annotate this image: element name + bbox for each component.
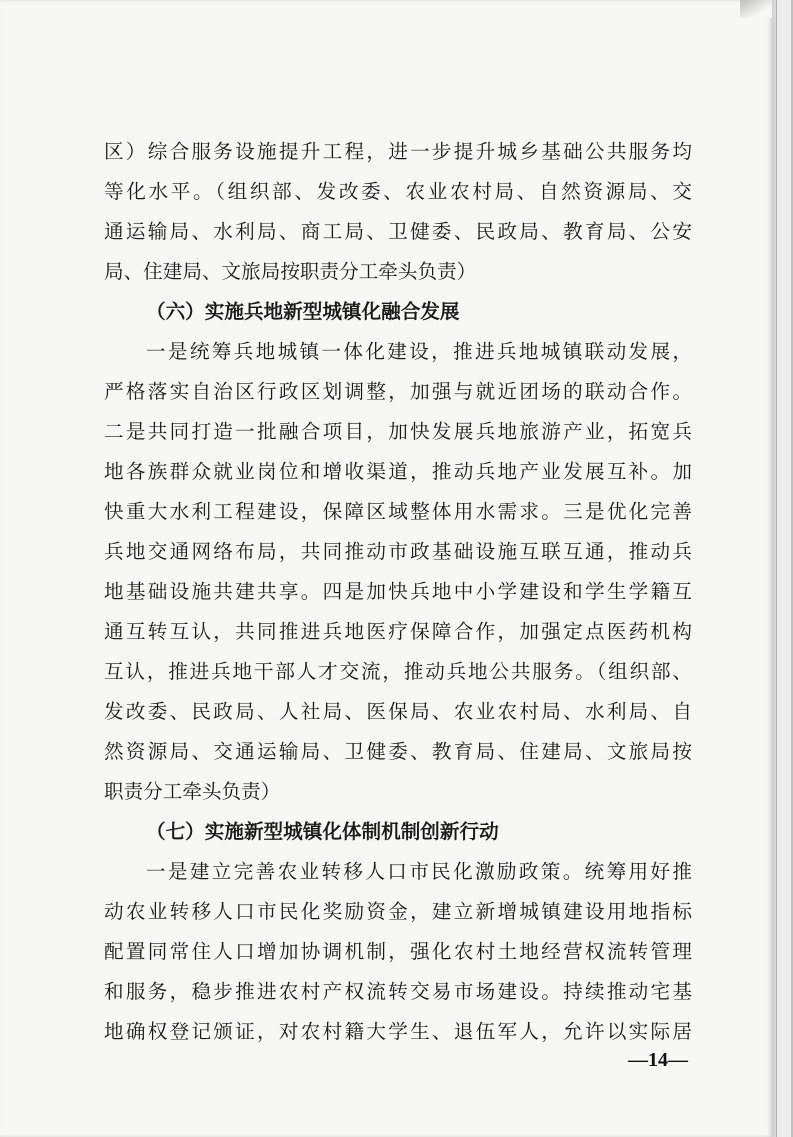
text-line: 严格落实自治区行政区划调整，加强与就近团场的联动合作。 <box>104 380 692 403</box>
text-line: 等化水平。（组织部、发改委、农业农村局、自然资源局、交 <box>104 180 692 203</box>
section-heading-6: （六）实施兵地新型城镇化融合发展 <box>146 300 460 323</box>
text-line: 配置同常住人口增加协调机制，强化农村土地经营权流转管理 <box>104 940 692 963</box>
text-line: 通运输局、水利局、商工局、卫健委、民政局、教育局、公安 <box>104 220 692 243</box>
text-line: 地基础设施共建共享。四是加快兵地中小学建设和学生学籍互 <box>104 580 692 603</box>
text-line: 地各族群众就业岗位和增收渠道，推动兵地产业发展互补。加 <box>104 460 692 483</box>
text-line: 兵地交通网络布局，共同推动市政基础设施互联互通，推动兵 <box>104 540 692 563</box>
page-number: —14— <box>628 1049 688 1071</box>
text-line: 动农业转移人口市民化奖励资金，建立新增城镇建设用地指标 <box>104 900 692 923</box>
text-line: 一是建立完善农业转移人口市民化激励政策。统筹用好推 <box>146 860 692 883</box>
body-text <box>104 132 692 1052</box>
text-line: 局、住建局、文旅局按职责分工牵头负责） <box>104 260 477 283</box>
text-line: 区）综合服务设施提升工程，进一步提升城乡基础公共服务均 <box>104 140 692 163</box>
text-line: 二是共同打造一批融合项目，加快发展兵地旅游产业，拓宽兵 <box>104 420 692 443</box>
scan-corner-shadow <box>740 0 772 18</box>
text-line: 一是统筹兵地城镇一体化建设，推进兵地城镇联动发展， <box>146 340 692 363</box>
text-line: 发改委、民政局、人社局、医保局、农业农村局、水利局、自 <box>104 700 692 723</box>
text-line: 职责分工牵头负责） <box>104 780 281 803</box>
text-line: 快重大水利工程建设，保障区域整体用水需求。三是优化完善 <box>104 500 692 523</box>
scan-edge-strip <box>772 0 793 1137</box>
text-line: 然资源局、交通运输局、卫健委、教育局、住建局、文旅局按 <box>104 740 692 763</box>
text-line: 通互转互认，共同推进兵地医疗保障合作，加强定点医药机构 <box>104 620 692 643</box>
text-line: 地确权登记颁证，对农村籍大学生、退伍军人，允许以实际居 <box>104 1020 692 1043</box>
section-heading-7: （七）实施新型城镇化体制机制创新行动 <box>146 820 499 843</box>
text-line: 互认，推进兵地干部人才交流，推动兵地公共服务。（组织部、 <box>104 660 692 683</box>
text-line: 和服务，稳步推进农村产权流转交易市场建设。持续推动宅基 <box>104 980 692 1003</box>
